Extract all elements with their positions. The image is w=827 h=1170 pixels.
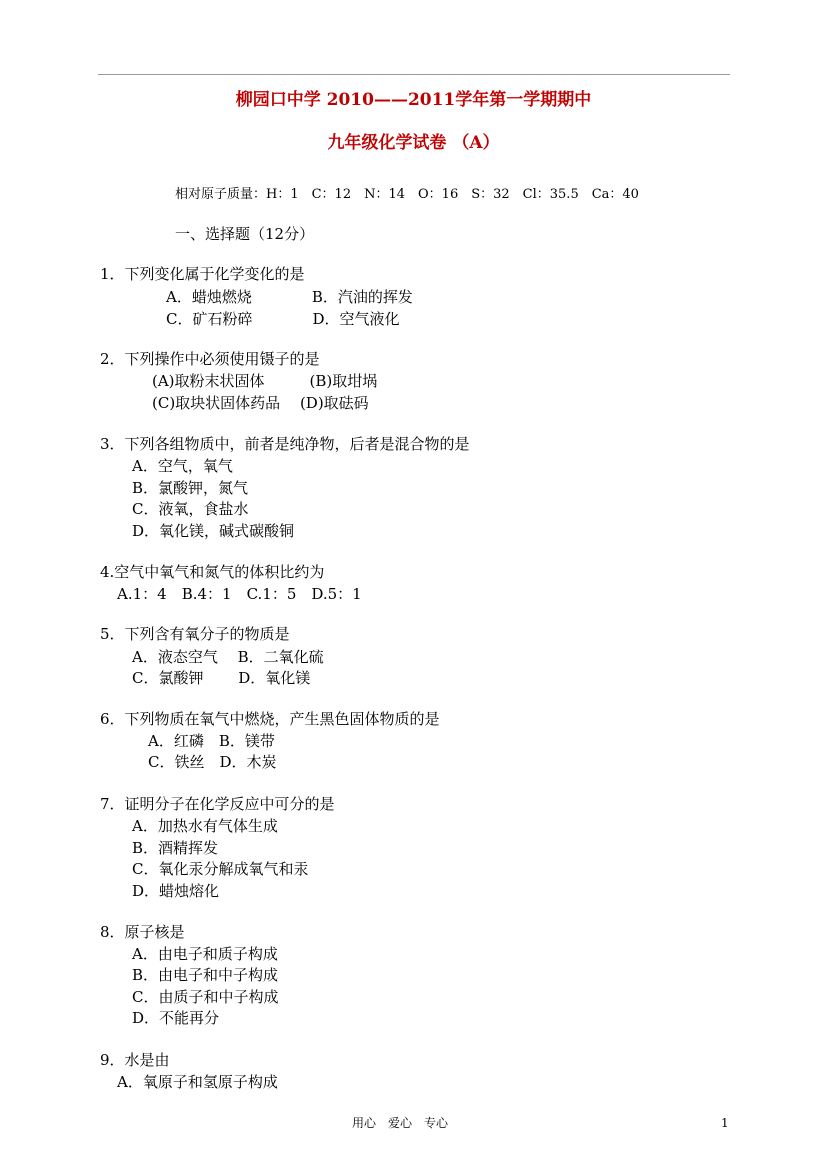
question-option: A．氧原子和氢原子构成 [117, 1073, 278, 1091]
footer-motto: 用心 爱心 专心 [352, 1116, 449, 1130]
header-rule [98, 74, 730, 75]
question-option: (C)取块状固体药品 (D)取砝码 [152, 394, 369, 412]
question-stem: 2．下列操作中必须使用镊子的是 [100, 350, 320, 368]
question-option: C．液氧，食盐水 [132, 500, 249, 518]
exam-subtitle: 九年级化学试卷 （A） [327, 133, 500, 153]
question-option: A．液态空气 B．二氧化硫 [132, 648, 324, 666]
question-option: A．由电子和质子构成 [132, 945, 278, 963]
question-option: B．氯酸钾，氮气 [132, 479, 249, 497]
question-option: B．由电子和中子构成 [132, 966, 279, 984]
question-stem: 5．下列含有氧分子的物质是 [100, 625, 290, 643]
question-option: A.1：4 B.4：1 C.1：5 D.5：1 [117, 585, 362, 603]
question-option: A．空气，氧气 [132, 457, 233, 475]
atomic-mass-note: 相对原子质量：H：1 C：12 N：14 O：16 S：32 Cl：35.5 Ca：40 [175, 187, 639, 202]
question-option: C．由质子和中子构成 [132, 988, 279, 1006]
exam-title: 柳园口中学 2010——2011学年第一学期期中 [235, 90, 592, 110]
question-option: C．氧化汞分解成氧气和汞 [132, 860, 309, 878]
question-option: (A)取粉末状固体 (B)取坩埚 [152, 372, 378, 390]
question-option: C．矿石粉碎 D．空气液化 [166, 310, 400, 328]
question-option: A．红磷 B．镁带 [148, 732, 275, 750]
question-option: D．蜡烛熔化 [132, 882, 220, 900]
question-stem: 6．下列物质在氧气中燃烧，产生黑色固体物质的是 [100, 710, 440, 728]
question-stem: 8．原子核是 [100, 923, 185, 941]
question-stem: 3．下列各组物质中，前者是纯净物，后者是混合物的是 [100, 435, 470, 453]
question-option: A．蜡烛燃烧 B．汽油的挥发 [166, 288, 413, 306]
question-stem: 1．下列变化属于化学变化的是 [100, 265, 305, 283]
question-stem: 7．证明分子在化学反应中可分的是 [100, 795, 335, 813]
question-option: D．不能再分 [132, 1009, 220, 1027]
question-option: C．铁丝 D．木炭 [148, 753, 277, 771]
question-option: C．氯酸钾 D．氧化镁 [132, 669, 311, 687]
question-option: D．氧化镁，碱式碳酸铜 [132, 522, 295, 540]
section-heading: 一、选择题（12分） [175, 225, 315, 243]
question-stem: 4.空气中氧气和氮气的体积比约为 [100, 563, 325, 581]
page-number: 1 [721, 1116, 729, 1130]
question-option: B．酒精挥发 [132, 839, 219, 857]
question-option: A．加热水有气体生成 [132, 817, 278, 835]
question-stem: 9．水是由 [100, 1051, 170, 1069]
